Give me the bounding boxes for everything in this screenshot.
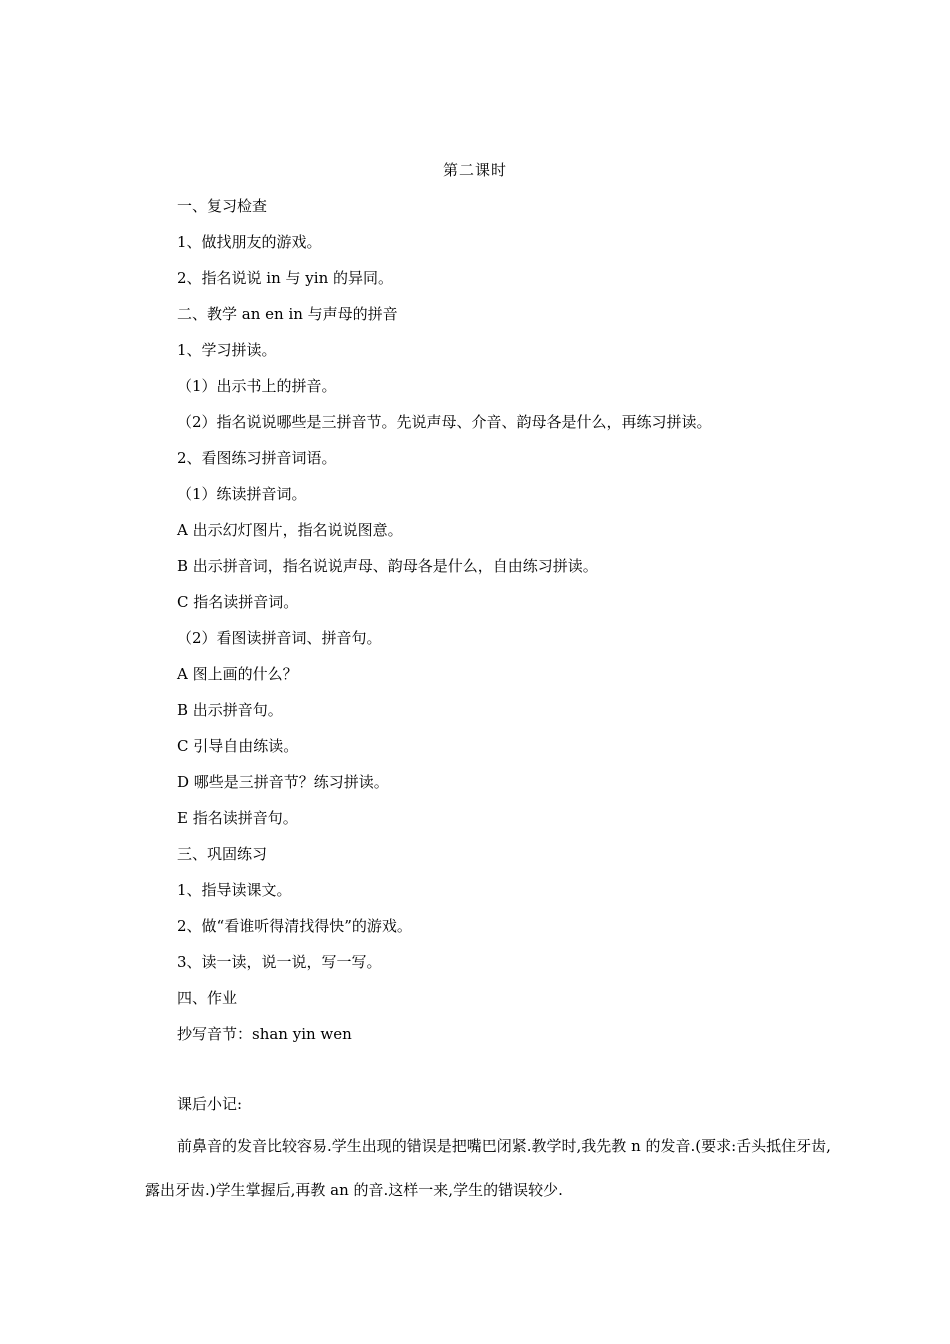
list-item: A 图上画的什么？	[177, 665, 298, 683]
list-item: A 出示幻灯图片，指名说说图意。	[177, 521, 403, 539]
section-heading-review: 一、复习检查	[177, 197, 268, 215]
section-heading-homework: 四、作业	[177, 989, 238, 1007]
list-item: 2、做“看谁听得清找得快”的游戏。	[177, 917, 412, 935]
list-item: 2、看图练习拼音词语。	[177, 449, 337, 467]
list-item: B 出示拼音句。	[177, 701, 283, 719]
list-item: 抄写音节：shan yin wen	[177, 1025, 352, 1043]
list-item: 1、指导读课文。	[177, 881, 292, 899]
list-item: （1）出示书上的拼音。	[177, 377, 337, 395]
list-item: 1、做找朋友的游戏。	[177, 233, 322, 251]
page-title: 第二课时	[442, 161, 507, 179]
notes-heading: 课后小记:	[177, 1095, 243, 1113]
list-item: B 出示拼音词，指名说说声母、韵母各是什么，自由练习拼读。	[177, 557, 598, 575]
list-item: （2）看图读拼音词、拼音句。	[177, 629, 382, 647]
list-item: （1）练读拼音词。	[177, 485, 307, 503]
notes-paragraph: 前鼻音的发音比较容易.学生出现的错误是把嘴巴闭紧.教学时,我先教 n 的发音.(要求:舌头抵住牙齿,露出牙齿.)学生掌握后,再教 an 的音.这样一来,学生的错误较少.	[145, 1137, 831, 1199]
list-item: E 指名读拼音句。	[177, 809, 298, 827]
list-item: C 指名读拼音词。	[177, 593, 299, 611]
section-heading-practice: 三、巩固练习	[177, 845, 268, 863]
lesson-outline	[177, 194, 897, 1058]
list-item: D 哪些是三拼音节？练习拼读。	[177, 773, 389, 791]
list-item: C 引导自由练读。	[177, 737, 299, 755]
list-item: 2、指名说说 in 与 yin 的异同。	[177, 269, 394, 287]
list-item: 1、学习拼读。	[177, 341, 277, 359]
list-item: （2）指名说说哪些是三拼音节。先说声母、介音、韵母各是什么，再练习拼读。	[177, 413, 712, 431]
section-heading-teaching: 二、教学 an en in 与声母的拼音	[177, 305, 398, 323]
list-item: 3、读一读，说一说，写一写。	[177, 953, 382, 971]
